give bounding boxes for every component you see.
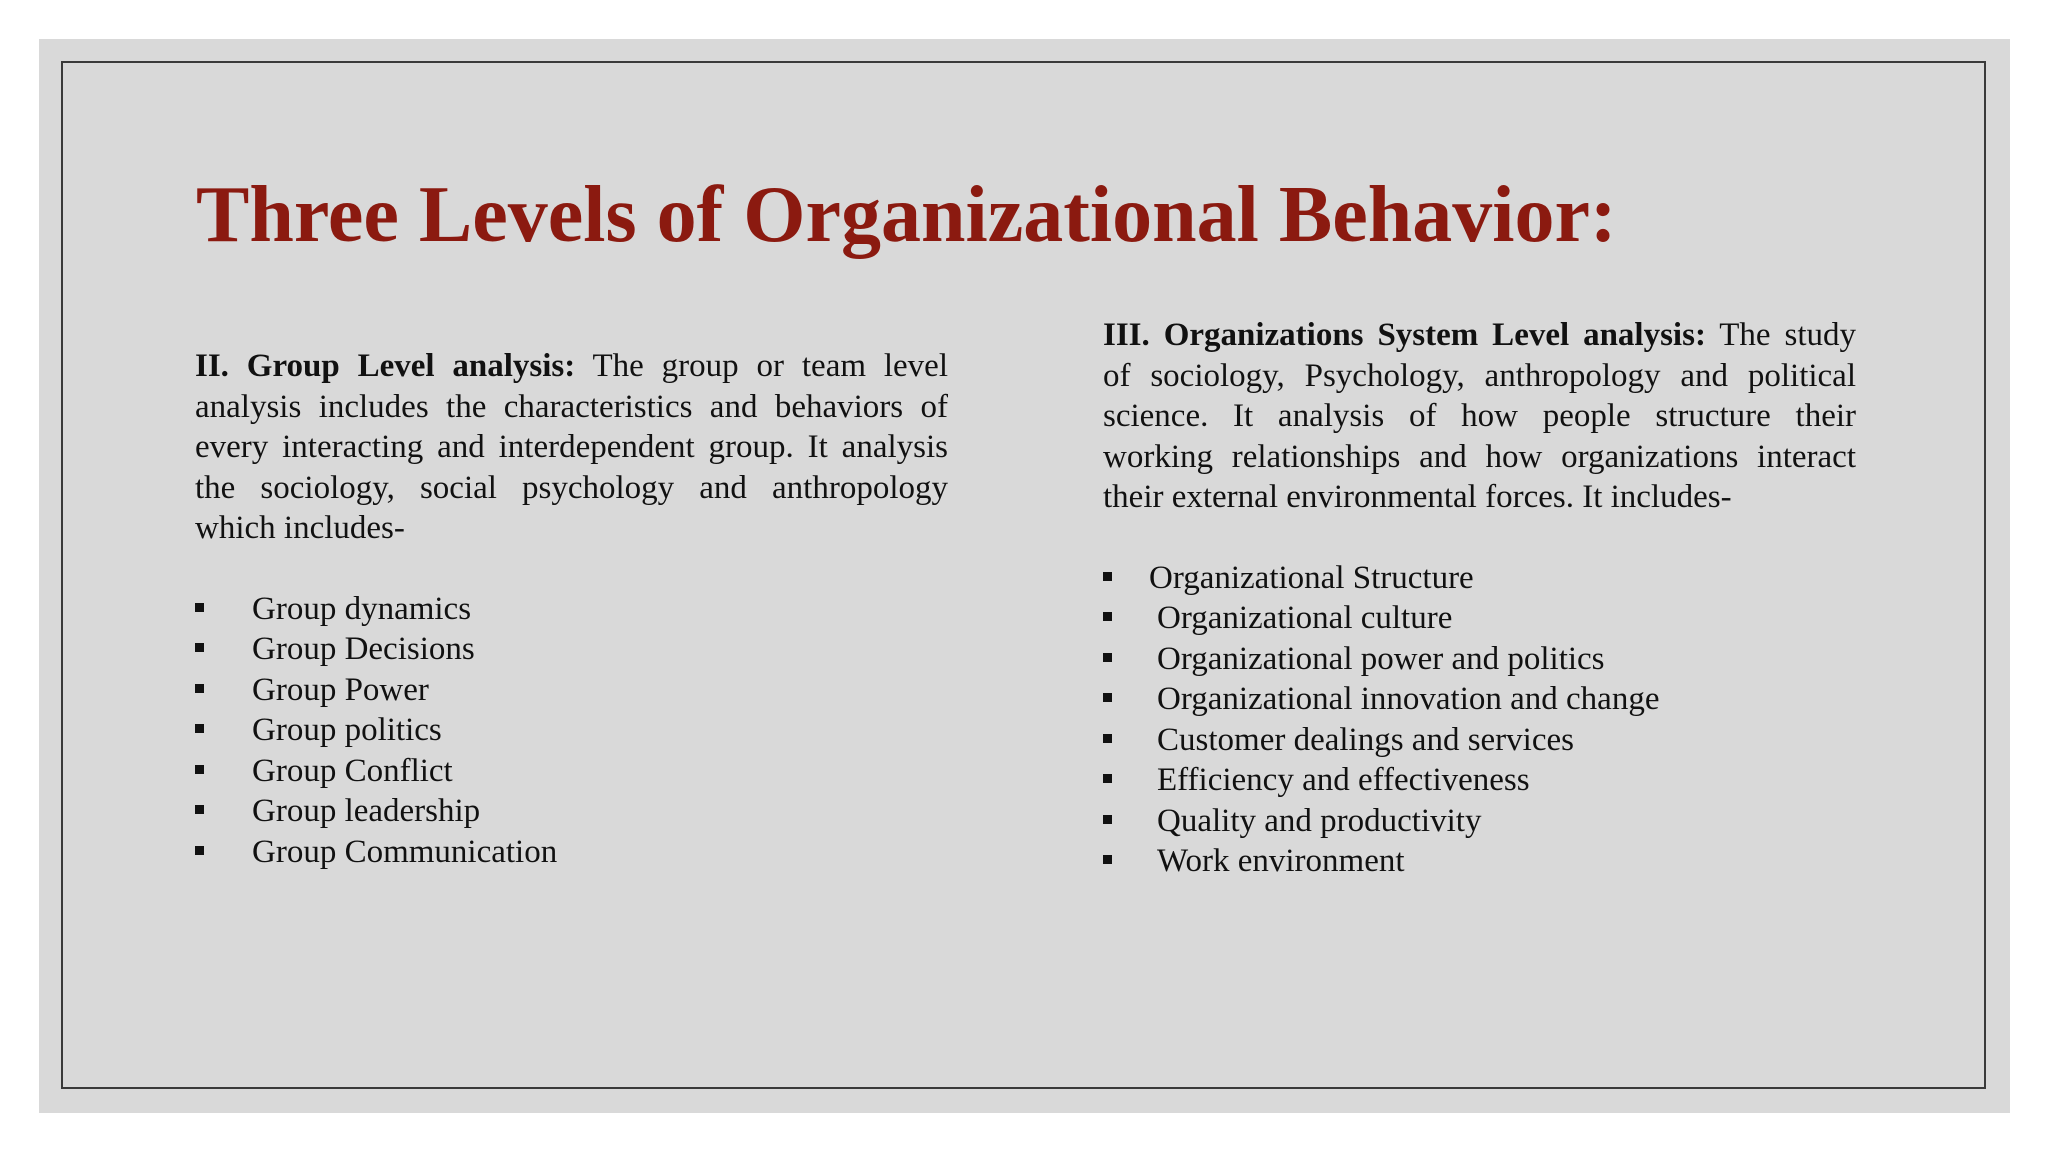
square-bullet-icon bbox=[195, 603, 204, 612]
square-bullet-icon bbox=[195, 643, 204, 652]
square-bullet-icon bbox=[195, 724, 204, 733]
list-item: Group Communication bbox=[195, 832, 948, 873]
square-bullet-icon bbox=[1103, 693, 1112, 702]
square-bullet-icon bbox=[1103, 653, 1112, 662]
square-bullet-icon bbox=[1103, 734, 1112, 743]
square-bullet-icon bbox=[195, 765, 204, 774]
list-item: Work environment bbox=[1103, 841, 1856, 882]
group-level-column bbox=[195, 346, 948, 872]
square-bullet-icon bbox=[1103, 855, 1112, 864]
list-item: Group Conflict bbox=[195, 751, 948, 792]
list-item: Efficiency and effectiveness bbox=[1103, 760, 1856, 801]
square-bullet-icon bbox=[195, 846, 204, 855]
list-item: Group dynamics bbox=[195, 589, 948, 630]
slide bbox=[39, 39, 2010, 1113]
system-level-heading: III. Organizations System Level analysis: bbox=[1103, 317, 1706, 353]
list-item: Organizational Structure bbox=[1103, 558, 1856, 599]
list-item: Quality and productivity bbox=[1103, 801, 1856, 842]
list-item: Group Power bbox=[195, 670, 948, 711]
list-item: Organizational innovation and change bbox=[1103, 679, 1856, 720]
square-bullet-icon bbox=[195, 805, 204, 814]
list-item: Organizational culture bbox=[1103, 598, 1856, 639]
square-bullet-icon bbox=[1103, 815, 1112, 824]
list-item: Organizational power and politics bbox=[1103, 639, 1856, 680]
group-level-body: The group or team level analysis includes the characteristics and behaviors of every interacting and interdependent group. It analysis the sociology, social psychology and anthropology which includes- bbox=[195, 348, 948, 546]
slide-title: Three Levels of Organizational Behavior: bbox=[196, 171, 1617, 259]
group-level-heading: II. Group Level analysis: bbox=[195, 348, 576, 384]
list-item: Group politics bbox=[195, 710, 948, 751]
system-level-paragraph bbox=[1103, 315, 1856, 518]
square-bullet-icon bbox=[195, 684, 204, 693]
list-item: Group Decisions bbox=[195, 629, 948, 670]
list-item: Customer dealings and services bbox=[1103, 720, 1856, 761]
square-bullet-icon bbox=[1103, 572, 1112, 581]
group-level-paragraph bbox=[195, 346, 948, 549]
system-level-column bbox=[1103, 315, 1856, 882]
system-level-body: The study of sociology, Psychology, anthropology and political science. It analysis of how people structure their working relationships and how organizations interact their external environmental forces. It includes- bbox=[1103, 317, 1856, 515]
square-bullet-icon bbox=[1103, 774, 1112, 783]
square-bullet-icon bbox=[1103, 612, 1112, 621]
group-level-list bbox=[195, 589, 948, 873]
system-level-list bbox=[1103, 558, 1856, 882]
list-item: Group leadership bbox=[195, 791, 948, 832]
